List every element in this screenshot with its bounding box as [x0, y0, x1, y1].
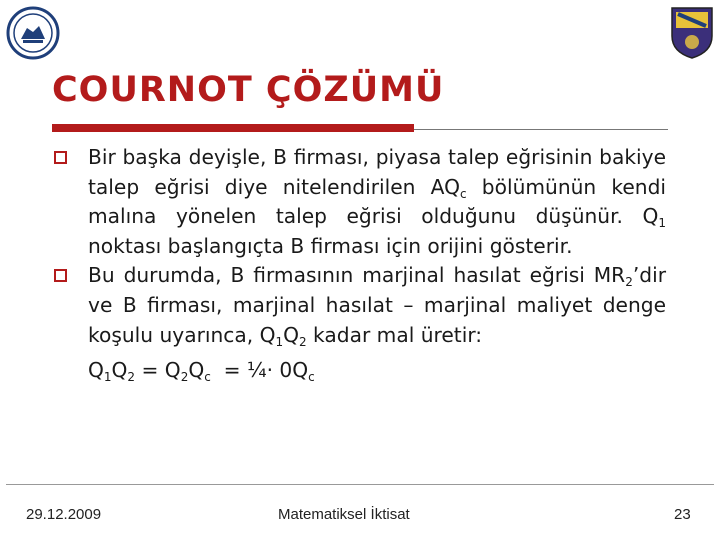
- bullet-2-sub-b: 1: [275, 334, 284, 349]
- formula-sub-1: 1: [103, 370, 112, 385]
- bullet-2-sub-c: 2: [299, 334, 307, 349]
- formula-part-5: = ¼· 0Q: [210, 358, 309, 383]
- formula-sub-4: c: [204, 370, 211, 385]
- university-seal-icon: [6, 6, 60, 60]
- page-title: COURNOT ÇÖZÜMÜ: [52, 70, 445, 110]
- bullet-2-text-a: Bu durumda, B firmasının marjinal hasılat eğrisi MR: [88, 263, 626, 288]
- footer-course-title: Matematiksel İktisat: [278, 506, 410, 523]
- formula-part-3: = Q: [135, 358, 181, 383]
- bullet-2-sub-a: 2: [625, 275, 633, 290]
- slide-number: 23: [674, 506, 691, 523]
- bullet-1-text-c: noktası başlangıçta B firması için orijini gösterir.: [88, 233, 573, 258]
- bullet-item-2: [52, 261, 666, 350]
- equation: [52, 356, 666, 386]
- slide-content: [52, 143, 666, 386]
- formula-part-4: Q: [188, 358, 205, 383]
- bullet-2-text-d: kadar mal üretir:: [306, 322, 483, 347]
- hollow-square-bullet-icon: [54, 269, 67, 282]
- bullet-2-text-b: ’dir ve B firması, marjinal hasılat – marjinal maliyet denge koşulu uyarınca, Q: [88, 263, 666, 347]
- formula-sub-3: 2: [180, 370, 189, 385]
- footer-divider: [6, 484, 714, 485]
- bullet-2-text-c: Q: [283, 322, 299, 347]
- formula-part-1: Q: [88, 358, 104, 383]
- hollow-square-bullet-icon: [54, 151, 67, 164]
- bullet-item-1: [52, 143, 666, 261]
- bullet-1-sub-b: 1: [658, 216, 666, 231]
- faculty-shield-icon: [670, 6, 714, 60]
- bullet-1-sub-a: c: [460, 186, 467, 201]
- bullet-1-text-b: bölümünün kendi malına yönelen talep eğrisi olduğunu düşünür. Q: [88, 174, 667, 229]
- formula-part-2: Q: [111, 358, 128, 383]
- formula-sub-2: 2: [127, 370, 136, 385]
- bullet-1-text-a: Bir başka deyişle, B firması, piyasa talep eğrisinin bakiye talep eğrisi diye nitelendirilen AQ: [88, 145, 666, 199]
- formula-sub-5: c: [308, 370, 315, 385]
- footer-date: 29.12.2009: [26, 506, 102, 523]
- title-accent-bar: [52, 124, 414, 132]
